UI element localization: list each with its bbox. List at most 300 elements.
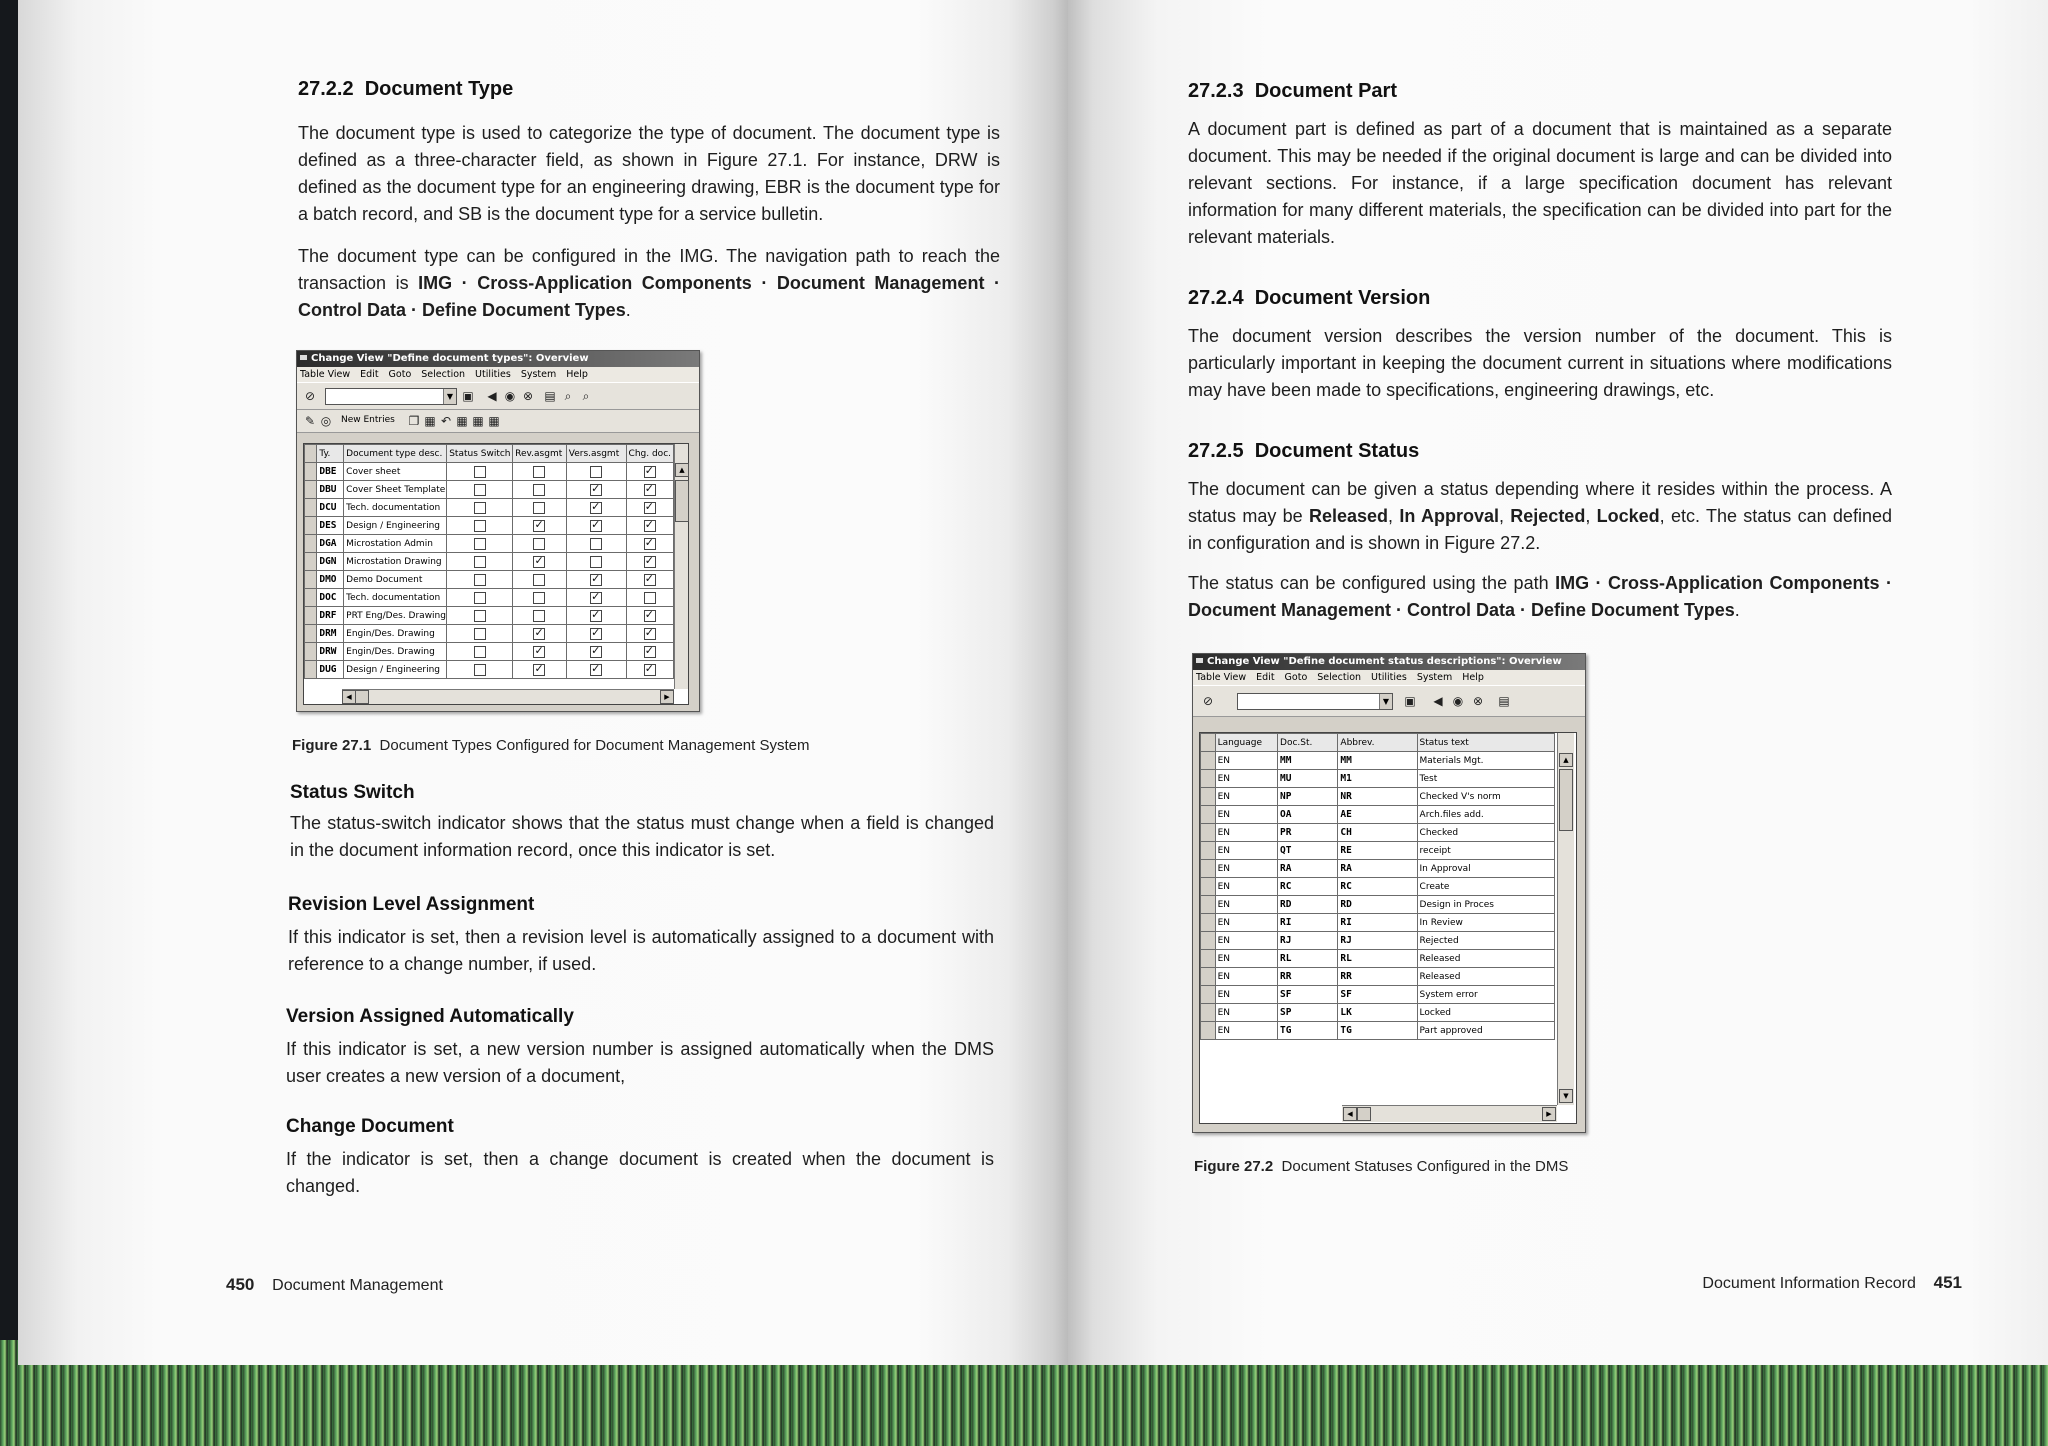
table-row[interactable] (305, 499, 674, 517)
select-all-cell[interactable] (305, 445, 317, 463)
row-selector[interactable] (305, 481, 317, 499)
doc-status-cell: RL (1278, 950, 1338, 968)
doc-status-cell: RJ (1278, 932, 1338, 950)
abbrev-cell: NR (1338, 788, 1417, 806)
table-row[interactable] (1201, 824, 1555, 842)
exit-icon[interactable]: ◉ (504, 389, 516, 403)
column-header[interactable]: Abbrev. (1338, 734, 1417, 752)
type-code: DGA (317, 535, 344, 553)
status-text-cell[interactable]: Released (1417, 950, 1554, 968)
type-description: Microstation Drawing (344, 553, 447, 571)
language-cell: EN (1215, 770, 1277, 788)
paragraph: A document part is defined as part of a document that is maintained as a separate document. This may be needed if the original document is large and can be divided into relevant sections. For instance, if a large specification document has relevant information for many different materials, the specification can be divided into part for the relevant materials. (1188, 119, 1892, 247)
menu-help[interactable]: Help (566, 369, 588, 380)
language-cell: EN (1215, 860, 1277, 878)
horizontal-scrollbar[interactable] (1342, 1105, 1557, 1122)
abbrev-cell: M1 (1338, 770, 1417, 788)
version-assignment-checkbox[interactable] (590, 628, 602, 640)
left-page (18, 0, 1070, 1365)
revision-assignment-checkbox[interactable] (533, 466, 545, 478)
status-switch-checkbox[interactable] (474, 592, 486, 604)
row-selector[interactable] (305, 661, 317, 679)
abbrev-cell: RA (1338, 860, 1417, 878)
abbrev-cell: SF (1338, 986, 1417, 1004)
table-row[interactable] (1201, 1022, 1555, 1040)
heading-document-status: 27.2.5 Document Status (1188, 440, 1420, 462)
status-text-cell[interactable]: Checked (1417, 824, 1554, 842)
abbrev-cell: LK (1338, 1004, 1417, 1022)
status-text-cell[interactable]: Released (1417, 968, 1554, 986)
row-selector[interactable] (1201, 932, 1216, 950)
row-selector[interactable] (1201, 950, 1216, 968)
table-row[interactable] (1201, 842, 1555, 860)
table-row[interactable] (1201, 950, 1555, 968)
column-header[interactable]: Document type desc. (344, 445, 447, 463)
menu-selection[interactable]: Selection (1317, 672, 1362, 683)
status-switch-checkbox[interactable] (474, 664, 486, 676)
new-entries-button[interactable]: New Entries (341, 415, 395, 425)
revision-assignment-checkbox[interactable] (533, 628, 545, 640)
heading-document-part: 27.2.3 Document Part (1188, 80, 1397, 102)
type-description: Design / Engineering (344, 517, 447, 535)
page-footer (1702, 1273, 1962, 1293)
version-assignment-checkbox[interactable] (590, 556, 602, 568)
section-title: Version Assigned Automatically (286, 1006, 574, 1027)
language-cell: EN (1215, 878, 1277, 896)
language-cell: EN (1215, 842, 1277, 860)
type-description: Engin/Des. Drawing (344, 625, 447, 643)
row-selector[interactable] (305, 535, 317, 553)
change-document-checkbox[interactable] (644, 592, 656, 604)
status-text-cell[interactable]: Rejected (1417, 932, 1554, 950)
status-text-cell[interactable]: receipt (1417, 842, 1554, 860)
chevron-down-icon[interactable]: ▼ (1379, 694, 1392, 709)
print-icon[interactable]: ▤ (544, 389, 556, 403)
heading-number: 27.2.2 (298, 78, 354, 100)
language-cell: EN (1215, 914, 1277, 932)
menu-system[interactable]: System (1416, 672, 1453, 683)
type-code: DGN (317, 553, 344, 571)
doc-status-cell: SP (1278, 1004, 1338, 1022)
command-field[interactable] (325, 388, 457, 405)
language-cell: EN (1215, 824, 1277, 842)
enter-icon[interactable]: ⊘ (304, 389, 316, 403)
type-code: DBU (317, 481, 344, 499)
row-selector[interactable] (305, 571, 317, 589)
status-switch-checkbox[interactable] (474, 538, 486, 550)
abbrev-cell: RC (1338, 878, 1417, 896)
type-description: Demo Document (344, 571, 447, 589)
type-description: Microstation Admin (344, 535, 447, 553)
version-assignment-checkbox[interactable] (590, 574, 602, 586)
revision-assignment-checkbox[interactable] (533, 556, 545, 568)
status-switch-checkbox[interactable] (474, 484, 486, 496)
scroll-right-icon[interactable]: ▶ (660, 690, 674, 704)
section-title: Revision Level Assignment (288, 894, 535, 915)
version-assignment-checkbox[interactable] (590, 502, 602, 514)
abbrev-cell: CH (1338, 824, 1417, 842)
scroll-thumb[interactable] (1357, 1107, 1371, 1121)
row-selector[interactable] (1201, 824, 1216, 842)
abbrev-cell: RJ (1338, 932, 1417, 950)
type-code: DRM (317, 625, 344, 643)
row-selector[interactable] (305, 589, 317, 607)
version-assignment-checkbox[interactable] (590, 664, 602, 676)
table-row[interactable] (1201, 914, 1555, 932)
table-row[interactable] (305, 517, 674, 535)
right-page (1068, 0, 2048, 1365)
chevron-down-icon[interactable]: ▼ (443, 389, 456, 404)
language-cell: EN (1215, 806, 1277, 824)
horizontal-scrollbar[interactable] (342, 689, 674, 704)
status-text-cell[interactable]: Part approved (1417, 1022, 1554, 1040)
table-row[interactable] (1201, 752, 1555, 770)
version-assignment-checkbox[interactable] (590, 484, 602, 496)
doc-status-cell: PR (1278, 824, 1338, 842)
scroll-left-icon[interactable]: ◀ (1343, 1107, 1357, 1121)
doc-status-cell: MM (1278, 752, 1338, 770)
abbrev-cell: RL (1338, 950, 1417, 968)
heading-document-version: 27.2.4 Document Version (1188, 287, 1431, 309)
select-all-cell[interactable] (1201, 734, 1216, 752)
row-selector[interactable] (1201, 806, 1216, 824)
window-title: Change View "Define document types": Overview (297, 351, 699, 367)
type-description: Cover Sheet Template (344, 481, 447, 499)
change-document-checkbox[interactable] (644, 574, 656, 586)
status-switch-checkbox[interactable] (474, 574, 486, 586)
doc-status-cell: MU (1278, 770, 1338, 788)
abbrev-cell: RR (1338, 968, 1417, 986)
row-selector[interactable] (1201, 1004, 1216, 1022)
table-row[interactable] (305, 571, 674, 589)
command-field[interactable] (1237, 693, 1393, 710)
row-selector[interactable] (1201, 752, 1216, 770)
row-selector[interactable] (1201, 968, 1216, 986)
language-cell: EN (1215, 1022, 1277, 1040)
paragraph: The document can be given a status depending where it resides within the process. A status may be Released, In Approval, Rejected, Locked, etc. The status can defined in configuration and is shown in Figure 27.2. (1188, 479, 1892, 553)
table-row[interactable] (1201, 860, 1555, 878)
vertical-scrollbar[interactable] (674, 444, 688, 689)
back-icon[interactable]: ◀ (487, 389, 497, 403)
language-cell: EN (1215, 932, 1277, 950)
table-row[interactable] (305, 553, 674, 571)
status-text-cell[interactable]: Materials Mgt. (1417, 752, 1554, 770)
section-text: If the indicator is set, then a change document is created when the document is changed. (286, 1149, 994, 1196)
status-switch-checkbox[interactable] (474, 556, 486, 568)
table-row[interactable] (305, 643, 674, 661)
abbrev-cell: RD (1338, 896, 1417, 914)
menu-utilities[interactable]: Utilities (1371, 672, 1407, 683)
status-switch-checkbox[interactable] (474, 502, 486, 514)
row-selector[interactable] (305, 553, 317, 571)
abbrev-cell: RI (1338, 914, 1417, 932)
column-header[interactable]: Vers.asgmt (566, 445, 626, 463)
change-document-checkbox[interactable] (644, 556, 656, 568)
menu-goto[interactable]: Goto (1284, 672, 1308, 683)
table-row[interactable] (1201, 1004, 1555, 1022)
version-assignment-checkbox[interactable] (590, 520, 602, 532)
status-text-cell[interactable]: Checked V's norm (1417, 788, 1554, 806)
menu-table-view[interactable]: Table View (300, 369, 351, 380)
table-row[interactable] (305, 607, 674, 625)
delete-icon[interactable]: ▦ (424, 414, 436, 428)
row-selector[interactable] (1201, 878, 1216, 896)
figure-caption: Figure 27.2 Document Statuses Configured in the DMS (1194, 1158, 1569, 1175)
row-selector[interactable] (1201, 1022, 1216, 1040)
language-cell: EN (1215, 950, 1277, 968)
type-description: Tech. documentation (344, 589, 447, 607)
find-next-icon[interactable]: ⌕ (582, 389, 590, 403)
scroll-thumb[interactable] (675, 480, 689, 522)
menu-selection[interactable]: Selection (421, 369, 466, 380)
page-number: 450 (226, 1275, 255, 1294)
type-code: DES (317, 517, 344, 535)
change-document-checkbox[interactable] (644, 610, 656, 622)
status-switch-checkbox[interactable] (474, 610, 486, 622)
back-icon[interactable]: ◀ (1433, 694, 1443, 708)
page-footer (226, 1275, 443, 1295)
document-types-table (303, 443, 689, 705)
type-code: DRF (317, 607, 344, 625)
menu-bar (1193, 670, 1585, 685)
paragraph: The document type is used to categorize the type of document. The document type is defined as a three-character field, as shown in Figure 27.1. For instance, DRW is defined as the document type for an engineering drawing, EBR is the document type for a batch record, and SB is the document type for a service bulletin. (298, 123, 1000, 224)
scroll-thumb[interactable] (1559, 769, 1573, 831)
table-row[interactable] (1201, 806, 1555, 824)
scroll-up-icon[interactable]: ▲ (675, 463, 689, 477)
scroll-thumb[interactable] (355, 690, 369, 704)
display-change-icon[interactable]: ✎ (304, 414, 316, 428)
doc-status-cell: RA (1278, 860, 1338, 878)
row-selector[interactable] (305, 517, 317, 535)
standard-toolbar (1193, 685, 1585, 717)
type-code: DRW (317, 643, 344, 661)
change-document-checkbox[interactable] (644, 646, 656, 658)
column-header[interactable]: Status Switch (447, 445, 513, 463)
section-text: If this indicator is set, a new version number is assigned automatically when the DMS user creates a new version of a document, (286, 1039, 994, 1086)
row-selector[interactable] (305, 607, 317, 625)
status-switch-checkbox[interactable] (474, 646, 486, 658)
change-document-checkbox[interactable] (644, 664, 656, 676)
nav-path: IMG · Cross-Application Components · Document Management · Control Data · Define Document Types (298, 273, 1000, 320)
type-code: DCU (317, 499, 344, 517)
revision-assignment-checkbox[interactable] (533, 520, 545, 532)
abbrev-cell: MM (1338, 752, 1417, 770)
section-text: The status-switch indicator shows that the status must change when a field is changed in the document information record, once this indicator is set. (290, 813, 994, 860)
type-code: DMO (317, 571, 344, 589)
doc-status-cell: RD (1278, 896, 1338, 914)
abbrev-cell: TG (1338, 1022, 1417, 1040)
status-switch-checkbox[interactable] (474, 466, 486, 478)
type-code: DOC (317, 589, 344, 607)
scroll-up-icon[interactable]: ▲ (1559, 753, 1573, 767)
section-title: Change Document (286, 1116, 454, 1137)
menu-table-view[interactable]: Table View (1196, 672, 1247, 683)
document-status-table (1199, 732, 1577, 1124)
change-document-checkbox[interactable] (644, 538, 656, 550)
doc-status-cell: NP (1278, 788, 1338, 806)
doc-status-cell: RI (1278, 914, 1338, 932)
copy-icon[interactable]: ❐ (408, 414, 420, 428)
find-icon[interactable]: ⌕ (564, 389, 572, 403)
vertical-scrollbar[interactable] (1557, 733, 1574, 1105)
menu-goto[interactable]: Goto (388, 369, 412, 380)
sap-window-document-statuses (1192, 653, 1586, 1133)
row-selector[interactable] (1201, 842, 1216, 860)
table-row[interactable] (1201, 878, 1555, 896)
type-description: Design / Engineering (344, 661, 447, 679)
change-document-checkbox[interactable] (644, 502, 656, 514)
language-cell: EN (1215, 1004, 1277, 1022)
row-selector[interactable] (305, 625, 317, 643)
table-row[interactable] (305, 463, 674, 481)
undo-icon[interactable]: ↶ (440, 414, 452, 428)
change-document-checkbox[interactable] (644, 628, 656, 640)
window-title: Change View "Define document status descriptions": Overview (1193, 654, 1585, 670)
application-toolbar (297, 410, 699, 433)
menu-bar (297, 367, 699, 382)
language-cell: EN (1215, 788, 1277, 806)
language-cell: EN (1215, 896, 1277, 914)
doc-status-cell: QT (1278, 842, 1338, 860)
revision-assignment-checkbox[interactable] (533, 574, 545, 586)
column-header[interactable]: Status text (1417, 734, 1554, 752)
version-assignment-checkbox[interactable] (590, 592, 602, 604)
figure-caption: Figure 27.1 Document Types Configured for Document Management System (292, 737, 810, 754)
type-description: Engin/Des. Drawing (344, 643, 447, 661)
page-number: 451 (1933, 1273, 1962, 1292)
doc-status-cell: RC (1278, 878, 1338, 896)
row-selector[interactable] (305, 499, 317, 517)
column-header[interactable]: Doc.St. (1278, 734, 1338, 752)
column-header[interactable]: Ty. (317, 445, 344, 463)
print-icon[interactable]: ▤ (1498, 694, 1510, 708)
revision-assignment-checkbox[interactable] (533, 502, 545, 514)
menu-utilities[interactable]: Utilities (475, 369, 511, 380)
revision-assignment-checkbox[interactable] (533, 664, 545, 676)
status-text-cell[interactable]: Test (1417, 770, 1554, 788)
exit-icon[interactable]: ◉ (1452, 694, 1464, 708)
abbrev-cell: AE (1338, 806, 1417, 824)
enter-icon[interactable]: ⊘ (1202, 694, 1214, 708)
row-selector[interactable] (1201, 896, 1216, 914)
table-row[interactable] (305, 589, 674, 607)
menu-system[interactable]: System (520, 369, 557, 380)
language-cell: EN (1215, 752, 1277, 770)
row-selector[interactable] (1201, 914, 1216, 932)
table-row[interactable] (305, 481, 674, 499)
table-row[interactable] (1201, 896, 1555, 914)
running-head: Document Information Record (1702, 1275, 1916, 1292)
status-text-cell[interactable]: In Review (1417, 914, 1554, 932)
deselect-all-icon[interactable]: ▦ (488, 414, 500, 428)
cancel-icon[interactable]: ⊗ (522, 389, 534, 403)
section-title: Status Switch (290, 782, 415, 803)
nav-path: IMG · Cross-Application Components · Document Management · Control Data · Define Document Types (1188, 573, 1892, 620)
heading-document-type (298, 78, 513, 101)
status-text-cell[interactable]: Arch.files add. (1417, 806, 1554, 824)
save-icon[interactable]: ▣ (462, 389, 474, 403)
menu-edit[interactable]: Edit (1256, 672, 1275, 683)
row-selector[interactable] (1201, 986, 1216, 1004)
standard-toolbar (297, 382, 699, 410)
language-cell: EN (1215, 986, 1277, 1004)
save-icon[interactable]: ▣ (1404, 694, 1416, 708)
row-selector[interactable] (1201, 788, 1216, 806)
doc-status-cell: SF (1278, 986, 1338, 1004)
select-all-icon[interactable]: ▦ (456, 414, 468, 428)
status-text-cell[interactable]: Create (1417, 878, 1554, 896)
type-code: DBE (317, 463, 344, 481)
change-document-checkbox[interactable] (644, 520, 656, 532)
revision-assignment-checkbox[interactable] (533, 484, 545, 496)
scroll-down-icon[interactable]: ▼ (1559, 1089, 1573, 1103)
revision-assignment-checkbox[interactable] (533, 592, 545, 604)
change-document-checkbox[interactable] (644, 484, 656, 496)
type-description: Tech. documentation (344, 499, 447, 517)
version-assignment-checkbox[interactable] (590, 466, 602, 478)
other-view-icon[interactable]: ◎ (320, 414, 332, 428)
paragraph: The document version describes the version number of the document. This is particularly important in keeping the document current in situations where modifications may have been made to specifications, engineering drawings, etc. (1188, 326, 1892, 400)
type-description: PRT Eng/Des. Drawing (344, 607, 447, 625)
running-head: Document Management (272, 1277, 443, 1294)
revision-assignment-checkbox[interactable] (533, 646, 545, 658)
scroll-left-icon[interactable]: ◀ (342, 690, 356, 704)
table-row[interactable] (305, 625, 674, 643)
status-text-cell[interactable]: In Approval (1417, 860, 1554, 878)
menu-edit[interactable]: Edit (360, 369, 379, 380)
doc-status-cell: RR (1278, 968, 1338, 986)
table-row[interactable] (1201, 986, 1555, 1004)
doc-status-cell: OA (1278, 806, 1338, 824)
row-selector[interactable] (1201, 770, 1216, 788)
column-header[interactable]: Rev.asgmt (513, 445, 567, 463)
status-switch-checkbox[interactable] (474, 520, 486, 532)
row-selector[interactable] (305, 463, 317, 481)
table-row[interactable] (305, 535, 674, 553)
column-header[interactable]: Chg. doc. (626, 445, 673, 463)
status-switch-checkbox[interactable] (474, 628, 486, 640)
table-row[interactable] (1201, 968, 1555, 986)
cancel-icon[interactable]: ⊗ (1472, 694, 1484, 708)
row-selector[interactable] (1201, 860, 1216, 878)
revision-assignment-checkbox[interactable] (533, 610, 545, 622)
doc-status-cell: TG (1278, 1022, 1338, 1040)
paragraph-nav-path: The status can be configured using the path IMG · Cross-Application Components · Document Management · Control Data · Define Document Types. (1188, 573, 1892, 620)
row-selector[interactable] (305, 643, 317, 661)
paragraph-nav-path: The document type can be configured in the IMG. The navigation path to reach the transaction is IMG · Cross-Application Components · Document Management · Control Data · Define Document Types. (298, 246, 1000, 320)
version-assignment-checkbox[interactable] (590, 538, 602, 550)
table-row[interactable] (1201, 770, 1555, 788)
table-row[interactable] (1201, 788, 1555, 806)
version-assignment-checkbox[interactable] (590, 610, 602, 622)
status-text-cell[interactable]: Design in Proces (1417, 896, 1554, 914)
abbrev-cell: RE (1338, 842, 1417, 860)
sap-window-document-types (296, 350, 700, 712)
change-document-checkbox[interactable] (644, 466, 656, 478)
type-description: Cover sheet (344, 463, 447, 481)
table-row[interactable] (1201, 932, 1555, 950)
status-text-cell[interactable]: System error (1417, 986, 1554, 1004)
menu-help[interactable]: Help (1462, 672, 1484, 683)
table-row[interactable] (305, 661, 674, 679)
scroll-right-icon[interactable]: ▶ (1542, 1107, 1556, 1121)
section-text: If this indicator is set, then a revision level is automatically assigned to a document with reference to a change number, if used. (288, 927, 994, 974)
status-text-cell[interactable]: Locked (1417, 1004, 1554, 1022)
version-assignment-checkbox[interactable] (590, 646, 602, 658)
revision-assignment-checkbox[interactable] (533, 538, 545, 550)
column-header[interactable]: Language (1215, 734, 1277, 752)
select-block-icon[interactable]: ▦ (472, 414, 484, 428)
